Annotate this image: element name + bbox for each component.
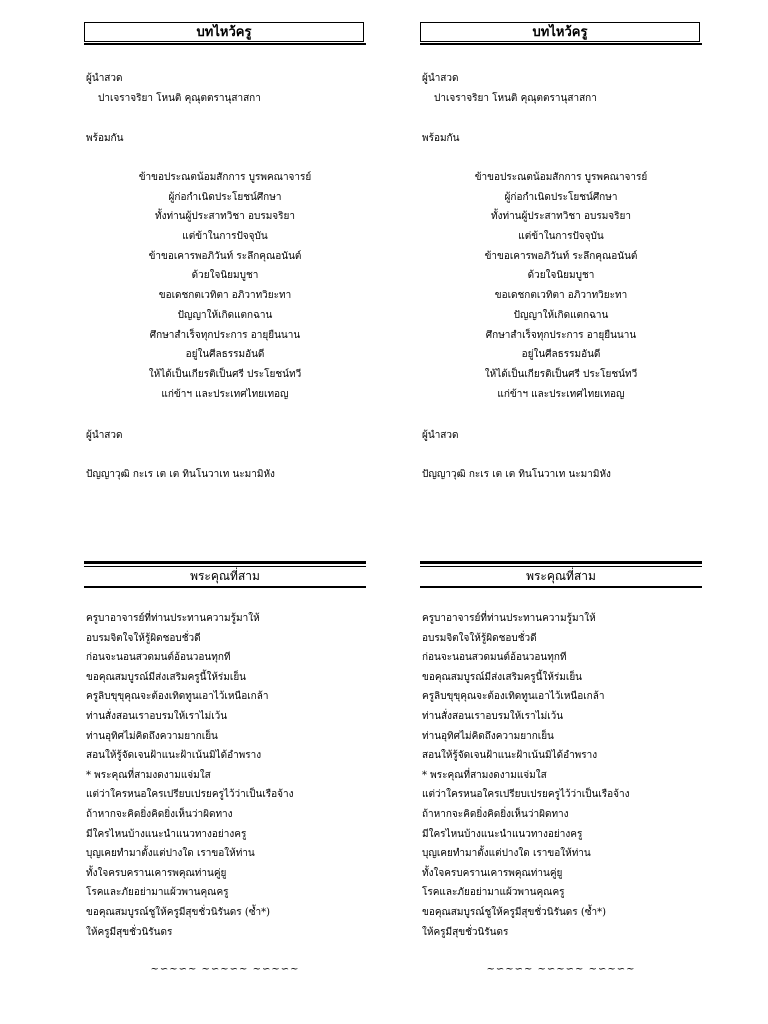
verse-line: ข้าขอเคารพอภิวันท์ ระลึกคุณอนันต์ (484, 250, 638, 262)
leader-label: ผู้นำสวด (422, 73, 459, 84)
page-title: บทไหว้ครู (420, 22, 700, 42)
title-underline (84, 43, 366, 45)
verse-line: ผู้ก่อกำเนิดประโยชน์ศึกษา (168, 191, 282, 203)
verse-line: ผู้ก่อกำเนิดประโยชน์ศึกษา (504, 191, 618, 203)
leader-label-2: ผู้นำสวด (86, 430, 123, 441)
verse-line: ให้ได้เป็นเกียรติเป็นศรี ประโยชน์ทวี (148, 368, 302, 380)
verse-line: ข้าขอประณตน้อมสักการ บูรพคณาจารย์ (474, 172, 648, 183)
leader-chant-line: ปาเจราจริยา โหนติ คุณุตตรานุสาสกา (434, 93, 597, 104)
lyric-line: อบรมจิตใจให้รู้ผิดชอบชั่วดี (86, 632, 201, 644)
together-label: พร้อมกัน (86, 133, 124, 144)
section-rule-bottom (84, 586, 366, 588)
page-title: บทไหว้ครู (84, 22, 364, 42)
lyric-line: อบรมจิตใจให้รู้ผิดชอบชั่วดี (422, 632, 537, 644)
lyric-line: สอนให้รู้จัดเจนฝ้าแนะฝ้าเน้นมิได้อำพราง (422, 750, 598, 762)
verse-line: ด้วยใจนิยมบูชา (527, 270, 595, 282)
lyric-line: สอนให้รู้จัดเจนฝ้าแนะฝ้าเน้นมิได้อำพราง (86, 750, 262, 762)
closing-chant-line: ปัญญาวุฒิ กะเร เต เต ทินโนวาเท นะมามิหัง (86, 469, 275, 480)
lyric-line: ขอคุณสมบูรณ์ชูให้ครูมีสุขชั่วนิรันดร (ซ้ำ*) (422, 906, 607, 918)
lyric-line: ขอคุณสมบูรณ์มีส่งเสริมครูนี้ให้ร่มเย็น (86, 671, 247, 683)
verse-line: ปัญญาให้เกิดแตกฉาน (177, 309, 273, 321)
lyric-line: * พระคุณที่สามงดงามแจ่มใส (86, 769, 211, 781)
together-label: พร้อมกัน (422, 133, 460, 144)
verse-line: แก่ข้าฯ และประเทศไทยเทอญ (497, 388, 625, 400)
lyric-line: แต่ว่าใครหนอใครเปรียบเปรยครูไว้ว่าเป็นเรือจ้าง (422, 789, 630, 801)
verse-line: ทั้งท่านผู้ประสาทวิชา อบรมจริยา (491, 211, 631, 223)
lyric-line: แต่ว่าใครหนอใครเปรียบเปรยครูไว้ว่าเป็นเรือจ้าง (86, 789, 294, 801)
section-rule-thin (420, 566, 702, 567)
section-rule-thick (420, 561, 702, 564)
lyric-line: มีใครไหนบ้างแนะนำแนวทางอย่างครู (422, 828, 583, 840)
lyric-line: บุญเคยทำมาตั้งแต่ปางใด เราขอให้ท่าน (86, 848, 255, 860)
lyric-line: ก่อนจะนอนสวดมนต์อ้อนวอนทุกที (86, 652, 231, 664)
closing-chant-line: ปัญญาวุฒิ กะเร เต เต ทินโนวาเท นะมามิหัง (422, 469, 611, 480)
lyric-line: ทั้งใจครบครานเคารพคุณท่านคู่ยู (86, 867, 227, 879)
ornament-divider: ~∽~∽~ ~∽~∽~ ~∽~∽~ (150, 964, 300, 975)
lyric-line: ครูบาอาจารย์ที่ท่านประทานความรู้มาให้ (86, 613, 260, 624)
verse-line: แต่ข้าในการปัจจุบัน (182, 231, 268, 243)
leader-label-2: ผู้นำสวด (422, 430, 459, 441)
section-rule-bottom (420, 586, 702, 588)
section-rule-thin (84, 566, 366, 567)
verse-line: ด้วยใจนิยมบูชา (191, 270, 259, 282)
verse-line: แก่ข้าฯ และประเทศไทยเทอญ (161, 388, 289, 400)
lyric-line: ก่อนจะนอนสวดมนต์อ้อนวอนทุกที (422, 652, 567, 664)
lyric-line: ท่านอุทิศไม่คิดถึงความยากเย็น (422, 730, 554, 742)
lyric-line: ครูลิบขุขุคุณจะต้องเทิดทูนเอาไว้เหนือเกล้า (422, 691, 605, 703)
lyric-line: โรคและภัยอย่ามาแผ้วพานคุณครู (422, 887, 565, 899)
verse-line: ให้ได้เป็นเกียรติเป็นศรี ประโยชน์ทวี (484, 368, 638, 380)
lyric-line: ทั้งใจครบครานเคารพคุณท่านคู่ยู (422, 867, 563, 879)
section2-title: พระคุณที่สาม (526, 569, 596, 583)
lyric-line: ครูลิบขุขุคุณจะต้องเทิดทูนเอาไว้เหนือเกล้า (86, 691, 269, 703)
leader-chant-line: ปาเจราจริยา โหนติ คุณุตตรานุสาสกา (98, 93, 261, 104)
lyric-line: ขอคุณสมบูรณ์ชูให้ครูมีสุขชั่วนิรันดร (ซ้ำ*) (86, 906, 271, 918)
section-rule-thick (84, 561, 366, 564)
verse-line: ทั้งท่านผู้ประสาทวิชา อบรมจริยา (155, 211, 295, 223)
lyric-line: ถ้าหากจะคิดยิ่งคิดยิ่งเห็นว่าผิดทาง (86, 808, 233, 820)
verse-line: แต่ข้าในการปัจจุบัน (518, 231, 604, 243)
lyric-line: มีใครไหนบ้างแนะนำแนวทางอย่างครู (86, 828, 247, 840)
verse-line: อยู่ในศีลธรรมอันดี (521, 349, 601, 361)
lyric-line: โรคและภัยอย่ามาแผ้วพานคุณครู (86, 887, 229, 899)
verse-line: ขอเดชกตเวทิตา อภิวาทวิยะทา (158, 290, 292, 302)
leader-label: ผู้นำสวด (86, 73, 123, 84)
section2-title: พระคุณที่สาม (190, 569, 260, 583)
lyric-line: ถ้าหากจะคิดยิ่งคิดยิ่งเห็นว่าผิดทาง (422, 808, 569, 820)
lyric-line: ท่านสั่งสอนเราอบรมให้เราไม่เว้น (86, 710, 228, 722)
lyric-line: บุญเคยทำมาตั้งแต่ปางใด เราขอให้ท่าน (422, 848, 591, 860)
lyric-line: ให้ครูมีสุขชั่วนิรันดร (86, 926, 173, 938)
verse-line: อยู่ในศีลธรรมอันดี (185, 349, 265, 361)
verse-line: ข้าขอประณตน้อมสักการ บูรพคณาจารย์ (138, 172, 312, 183)
song-lyrics-block (422, 613, 702, 946)
verse-line: ปัญญาให้เกิดแตกฉาน (513, 309, 609, 321)
lyric-line: ให้ครูมีสุขชั่วนิรันดร (422, 926, 509, 938)
verse-line: ศึกษาสำเร็จทุกประการ อายุยืนนาน (485, 329, 637, 341)
lyric-line: ท่านสั่งสอนเราอบรมให้เราไม่เว้น (422, 710, 564, 722)
ornament-divider: ~∽~∽~ ~∽~∽~ ~∽~∽~ (486, 964, 636, 975)
song-lyrics-block (86, 613, 366, 946)
verse-block (84, 172, 366, 408)
verse-block (420, 172, 702, 408)
verse-line: ข้าขอเคารพอภิวันท์ ระลึกคุณอนันต์ (148, 250, 302, 262)
title-underline (420, 43, 702, 45)
lyric-line: ท่านอุทิศไม่คิดถึงความยากเย็น (86, 730, 218, 742)
lyric-line: * พระคุณที่สามงดงามแจ่มใส (422, 769, 547, 781)
verse-line: ขอเดชกตเวทิตา อภิวาทวิยะทา (494, 290, 628, 302)
verse-line: ศึกษาสำเร็จทุกประการ อายุยืนนาน (149, 329, 301, 341)
lyric-line: ขอคุณสมบูรณ์มีส่งเสริมครูนี้ให้ร่มเย็น (422, 671, 583, 683)
lyric-line: ครูบาอาจารย์ที่ท่านประทานความรู้มาให้ (422, 613, 596, 624)
